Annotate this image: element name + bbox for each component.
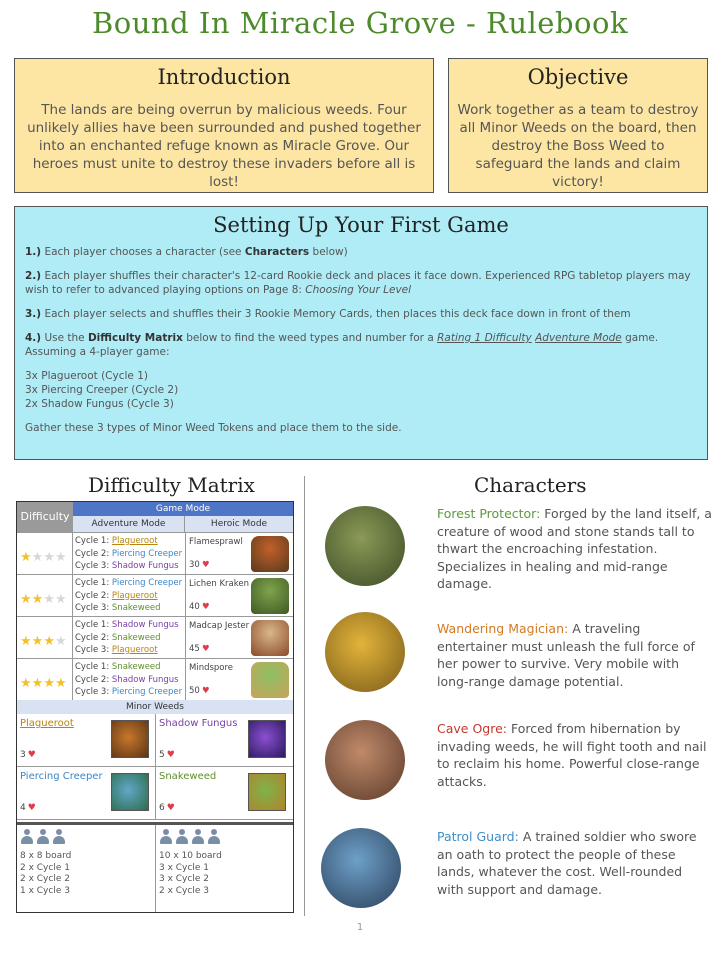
player-setup xyxy=(17,825,156,912)
cycle-label: Cycle 1: xyxy=(75,620,112,630)
person-body xyxy=(21,836,33,844)
minor-weeds-header: Minor Weeds xyxy=(17,700,293,714)
star-icon: ★ xyxy=(20,676,32,691)
cycle-line xyxy=(75,644,185,657)
introduction-title: Introduction xyxy=(157,65,291,89)
cycle-weed: Plagueroot xyxy=(111,645,158,655)
adventure-cycles xyxy=(75,577,185,617)
minor-weed-hp-value: 4 xyxy=(20,803,26,813)
character-description xyxy=(437,828,712,898)
heroic-mode-header: Heroic Mode xyxy=(185,516,293,532)
difficulty-matrix-title: Difficulty Matrix xyxy=(88,473,255,497)
star-icon: ★ xyxy=(54,634,67,649)
boss-hp xyxy=(189,602,209,612)
person-icon xyxy=(20,829,34,845)
heart-icon: ♥ xyxy=(201,644,210,654)
boss-image xyxy=(251,578,289,614)
star-icon: ★ xyxy=(43,676,55,691)
person-body xyxy=(176,836,188,844)
minor-weed-hp-value: 6 xyxy=(159,803,165,813)
heart-icon: ♥ xyxy=(166,803,175,813)
setup-step-1 xyxy=(25,245,697,259)
character-portrait xyxy=(321,828,401,908)
cycle-count: 2 x Cycle 2 xyxy=(20,874,70,884)
cycle-line xyxy=(75,548,185,561)
person-body xyxy=(53,836,65,844)
cycle-line xyxy=(75,619,185,632)
weed-list-item: 3x Plagueroot (Cycle 1) xyxy=(25,370,148,382)
adventure-mode-ref: Adventure Mode xyxy=(535,332,622,344)
cycle-label: Cycle 3: xyxy=(75,687,112,697)
star-icon: ★ xyxy=(20,592,32,607)
step-text: below) xyxy=(312,246,348,258)
cycle-count: 2 x Cycle 3 xyxy=(159,885,209,896)
difficulty-matrix-ref: Difficulty Matrix xyxy=(87,332,183,344)
star-icon: ★ xyxy=(31,676,44,691)
cycle-weed: Shadow Fungus xyxy=(111,561,179,571)
character-text: Forged by the land itself, a creature of wood and stone stands tall to thwart the encroaching infestation. Specializes in healing and mid-range damage. xyxy=(437,506,712,591)
cycle-count: 3 x Cycle 1 xyxy=(159,862,209,873)
person-head xyxy=(24,829,30,835)
boss-hp-value: 45 xyxy=(189,644,200,654)
adventure-cycles xyxy=(75,661,185,701)
boss-image xyxy=(251,620,289,656)
setup-step-4 xyxy=(25,331,697,359)
cycle-label: Cycle 2: xyxy=(75,548,112,559)
person-icon xyxy=(191,829,205,845)
cycle-line xyxy=(75,674,185,687)
cell-divider xyxy=(185,575,186,616)
step-number: 2.) xyxy=(25,270,42,282)
characters-title: Characters xyxy=(474,473,587,497)
cycle-line xyxy=(75,602,185,615)
character-text: A traveling entertainer must unleash the full force of her power to survive. Very mobile with long-range damage potential. xyxy=(437,621,695,689)
person-icon xyxy=(36,829,50,845)
cycle-label: Cycle 3: xyxy=(75,645,112,655)
minor-weed-image xyxy=(248,773,286,811)
step-text: game. Assuming a 4-player game: xyxy=(25,332,659,358)
step-number: 3.) xyxy=(25,308,42,320)
cycle-weed: Piercing Creeper xyxy=(111,578,183,588)
players-icon xyxy=(20,829,68,849)
star-icon: ★ xyxy=(31,550,44,565)
minor-weed-hp xyxy=(159,750,175,760)
setup-step-2 xyxy=(25,269,697,297)
minor-weed-image xyxy=(111,720,149,758)
cell-divider xyxy=(185,617,186,658)
adventure-cycles xyxy=(75,619,185,659)
board-size: 8 x 8 board xyxy=(20,851,72,861)
difficulty-matrix xyxy=(16,501,294,913)
star-icon: ★ xyxy=(54,676,67,691)
setup-title: Setting Up Your First Game xyxy=(213,213,509,237)
minor-weed-card xyxy=(156,714,293,767)
setup-step-3 xyxy=(25,307,697,321)
cycle-line xyxy=(75,632,185,645)
star-rating xyxy=(17,533,73,574)
cycle-count: 1 x Cycle 3 xyxy=(20,885,70,896)
characters-link: Characters xyxy=(244,246,310,258)
minor-weed-card xyxy=(156,767,293,820)
cycle-weed: Snakeweed xyxy=(111,632,161,643)
cycle-label: Cycle 1: xyxy=(75,536,112,546)
weed-list xyxy=(25,369,697,411)
minor-weed-name: Plagueroot xyxy=(20,718,74,729)
choosing-your-level-ref: Choosing Your Level xyxy=(305,284,412,296)
rating-ref: Rating 1 Difficulty xyxy=(437,332,532,344)
cycle-weed: Piercing Creeper xyxy=(111,687,183,697)
boss-hp-value: 50 xyxy=(189,686,200,696)
step-text: below to find the weed types and number for a xyxy=(186,332,434,344)
adventure-mode-header: Adventure Mode xyxy=(73,516,185,532)
minor-weed-name: Piercing Creeper xyxy=(20,771,103,782)
board-size: 10 x 10 board xyxy=(159,851,222,861)
minor-weed-hp-value: 3 xyxy=(20,750,26,760)
cycle-line xyxy=(75,560,185,573)
heart-icon: ♥ xyxy=(27,803,36,813)
person-head xyxy=(56,829,62,835)
star-icon: ★ xyxy=(54,592,67,607)
heart-icon: ♥ xyxy=(166,750,175,760)
boss-image xyxy=(251,662,289,698)
cycle-weed: Plagueroot xyxy=(111,536,158,546)
person-icon xyxy=(52,829,66,845)
person-head xyxy=(179,829,185,835)
person-icon xyxy=(207,829,221,845)
minor-weed-hp-value: 5 xyxy=(159,750,165,760)
setup-gather: Gather these 3 types of Minor Weed Tokens and place them to the side. xyxy=(25,422,402,434)
cycle-count: 3 x Cycle 2 xyxy=(159,874,209,884)
cycle-label: Cycle 2: xyxy=(75,632,112,643)
heart-icon: ♥ xyxy=(201,602,210,612)
step-text: Each player shuffles their character's 12-card Rookie deck and places it face down. Experienced RPG tabletop players may wish to refer to advanced playing options on Page 8: xyxy=(25,270,691,296)
star-rating xyxy=(17,617,73,658)
weed-list-item: 3x Piercing Creeper (Cycle 2) xyxy=(25,384,179,396)
star-icon: ★ xyxy=(20,550,32,565)
character-description xyxy=(437,720,712,790)
step-text: Each player selects and shuffles their 3 Rookie Memory Cards, then places this deck face down in front of them xyxy=(44,308,631,320)
character-portrait xyxy=(325,720,405,800)
person-body xyxy=(37,836,49,844)
difficulty-row xyxy=(17,574,293,616)
boss-name: Madcap Jester xyxy=(189,621,250,631)
character-name: Patrol Guard: xyxy=(437,829,519,844)
step-number: 4.) xyxy=(25,332,42,344)
column-divider xyxy=(304,476,305,916)
players-icon xyxy=(159,829,223,849)
character-name: Forest Protector: xyxy=(437,506,541,521)
cycle-label: Cycle 1: xyxy=(75,662,112,672)
heart-icon: ♥ xyxy=(27,750,36,760)
cycle-count: 2 x Cycle 1 xyxy=(20,862,70,873)
game-mode-header: Game Mode xyxy=(73,502,293,516)
boss-name: Mindspore xyxy=(189,663,234,673)
cell-divider xyxy=(185,533,186,574)
cell-divider xyxy=(185,659,186,700)
star-rating xyxy=(17,659,73,700)
adventure-cycles xyxy=(75,535,185,575)
cycle-label: Cycle 3: xyxy=(75,603,112,613)
minor-weed-card xyxy=(17,767,156,820)
character-description xyxy=(437,505,712,593)
person-head xyxy=(211,829,217,835)
cycle-weed: Plagueroot xyxy=(111,590,158,601)
person-body xyxy=(160,836,172,844)
introduction-box xyxy=(14,58,434,193)
star-icon: ★ xyxy=(43,634,55,649)
boss-hp-value: 40 xyxy=(189,602,200,612)
cycle-line xyxy=(75,590,185,603)
star-icon: ★ xyxy=(31,634,44,649)
step-text: Each player chooses a character (see xyxy=(44,246,242,258)
minor-weed-hp xyxy=(20,803,36,813)
page-number: 1 xyxy=(356,922,364,933)
boss-hp xyxy=(189,686,209,696)
cycle-weed: Piercing Creeper xyxy=(111,548,183,559)
minor-weed-name: Shadow Fungus xyxy=(159,718,238,729)
character-portrait xyxy=(325,612,405,692)
minor-weed-image xyxy=(248,720,286,758)
objective-text: Work together as a team to destroy all Minor Weeds on the board, then destroy the Boss Weed to safeguard the lands and claim victory! xyxy=(457,102,699,190)
minor-weed-hp xyxy=(20,750,36,760)
objective-title: Objective xyxy=(527,65,629,89)
player-setup xyxy=(156,825,293,912)
character-portrait xyxy=(325,506,405,586)
cycle-weed: Snakeweed xyxy=(111,603,161,613)
minor-weed-hp xyxy=(159,803,175,813)
difficulty-row xyxy=(17,532,293,574)
character-text: A trained soldier who swore an oath to protect the people of these lands, whatever the cost. Well-rounded with support and damage. xyxy=(437,829,697,897)
cycle-line xyxy=(75,577,185,590)
person-icon xyxy=(175,829,189,845)
star-rating xyxy=(17,575,73,616)
star-icon: ★ xyxy=(54,550,67,565)
heart-icon: ♥ xyxy=(201,686,210,696)
difficulty-header: Difficulty xyxy=(17,502,73,532)
cycle-label: Cycle 2: xyxy=(75,674,112,685)
star-icon: ★ xyxy=(43,550,55,565)
cycle-line xyxy=(75,661,185,674)
setup-text xyxy=(159,851,222,897)
person-head xyxy=(40,829,46,835)
cycle-line xyxy=(75,686,185,699)
cycle-weed: Shadow Fungus xyxy=(111,620,179,630)
person-body xyxy=(208,836,220,844)
person-head xyxy=(163,829,169,835)
character-name: Wandering Magician: xyxy=(437,621,569,636)
character-description xyxy=(437,620,712,690)
objective-box xyxy=(448,58,708,193)
star-icon: ★ xyxy=(43,592,55,607)
cycle-label: Cycle 3: xyxy=(75,561,112,571)
difficulty-row xyxy=(17,658,293,700)
cycle-line xyxy=(75,535,185,548)
character-text: Forced from hibernation by invading weeds, he will fight tooth and nail to reclaim his home. Powerful close-range attacks. xyxy=(437,721,707,789)
cycle-weed: Shadow Fungus xyxy=(111,674,179,685)
cycle-weed: Snakeweed xyxy=(111,662,161,672)
person-body xyxy=(192,836,204,844)
setup-box xyxy=(14,206,708,460)
minor-weed-name: Snakeweed xyxy=(159,771,217,782)
boss-hp xyxy=(189,644,209,654)
step-number: 1.) xyxy=(25,246,42,258)
minor-weed-card xyxy=(17,714,156,767)
weed-list-item: 2x Shadow Fungus (Cycle 3) xyxy=(25,398,174,410)
boss-hp-value: 30 xyxy=(189,560,200,570)
setup-text xyxy=(20,851,71,897)
cycle-label: Cycle 2: xyxy=(75,590,112,601)
star-icon: ★ xyxy=(31,592,44,607)
step-text: Use the xyxy=(44,332,85,344)
boss-name: Lichen Kraken xyxy=(189,579,249,589)
person-icon xyxy=(159,829,173,845)
cycle-label: Cycle 1: xyxy=(75,578,112,588)
introduction-text: The lands are being overrun by malicious weeds. Four unlikely allies have been surrounded and pushed together into an enchanted refuge known as Miracle Grove. Our heroes must unite to destroy these invaders before all is lost! xyxy=(27,102,421,190)
boss-image xyxy=(251,536,289,572)
star-icon: ★ xyxy=(20,634,32,649)
heart-icon: ♥ xyxy=(201,560,210,570)
boss-hp xyxy=(189,560,209,570)
page-title: Bound In Miracle Grove - Rulebook xyxy=(91,6,629,40)
minor-weed-image xyxy=(111,773,149,811)
character-name: Cave Ogre: xyxy=(437,721,507,736)
difficulty-row xyxy=(17,616,293,658)
person-head xyxy=(195,829,201,835)
boss-name: Flamesprawl xyxy=(189,537,243,547)
